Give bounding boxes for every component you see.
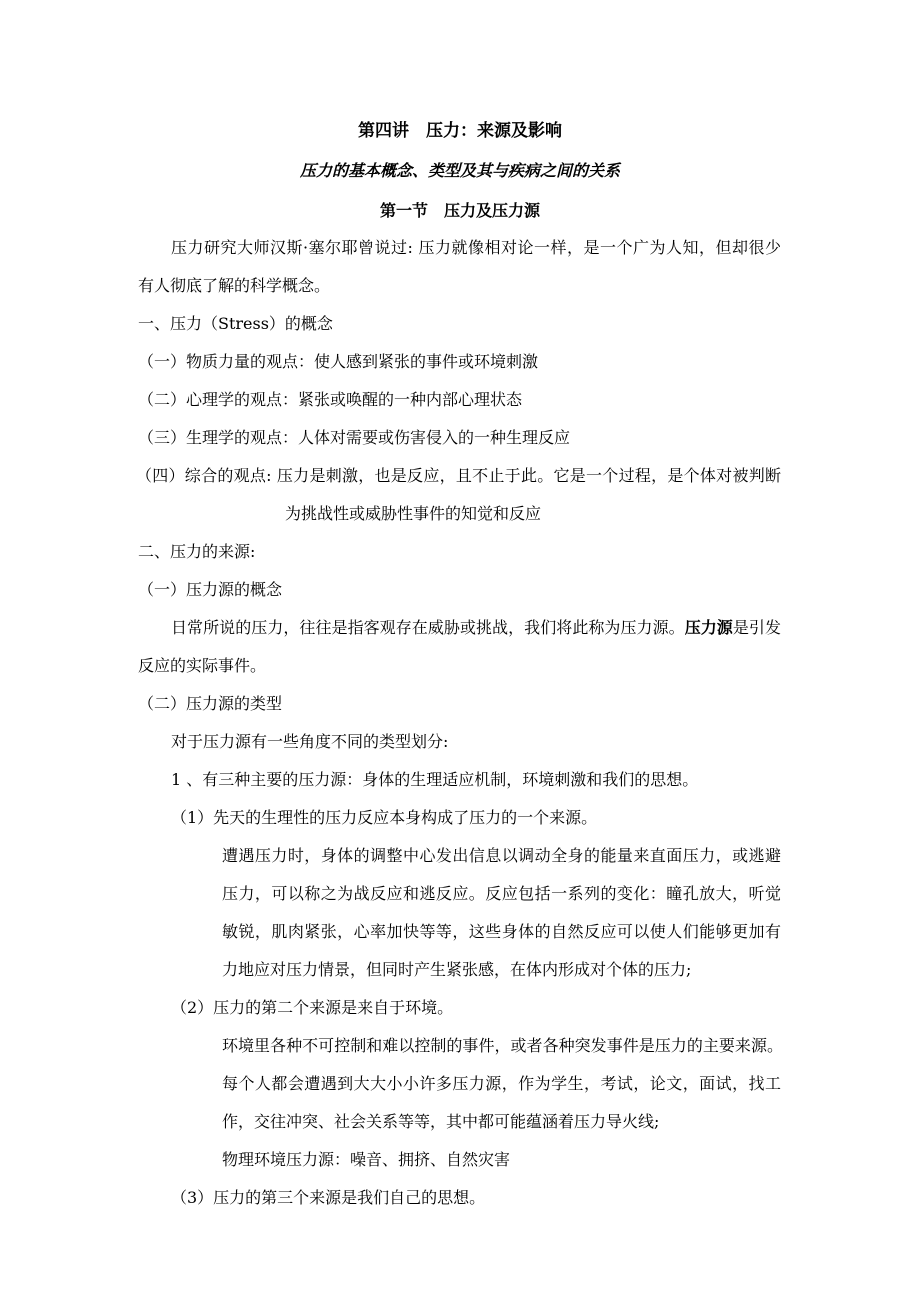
- source-2-body-line: 环境里各种不可控制和难以控制的事件，或者各种突发事件是压力的主要来源。: [222, 1036, 783, 1055]
- definition-text: 日常所说的压力，往往是指客观存在威胁或挑战，我们将此称为压力源。: [171, 618, 685, 637]
- page-title: 第四讲 压力：来源及影响: [358, 121, 562, 141]
- types-intro: 对于压力源有一些角度不同的类型划分:: [171, 732, 449, 751]
- source-1-body-line: 遭遇压力时，身体的调整中心发出信息以调动全身的能量来直面压力，或逃避: [222, 846, 781, 865]
- concept-item-4-continuation: 为挑战性或威胁性事件的知觉和反应: [285, 504, 542, 523]
- intro-paragraph-line-2: 有人彻底了解的科学概念。: [138, 276, 331, 295]
- concept-item-2: （二）心理学的观点：紧张或唤醒的一种内部心理状态: [138, 390, 523, 409]
- source-subheading-types: （二）压力源的类型: [138, 694, 283, 713]
- source-1-body-line: 压力，可以称之为战反应和逃反应。反应包括一系列的变化：瞳孔放大，听觉: [222, 884, 781, 903]
- source-1-heading: （1）先天的生理性的压力反应本身构成了压力的一个来源。: [171, 808, 598, 827]
- source-subheading-concept: （一）压力源的概念: [138, 580, 283, 599]
- intro-paragraph-line-1: 压力研究大师汉斯·塞尔耶曾说过: 压力就像相对论一样，是一个广为人知，但却很少: [171, 238, 781, 257]
- definition-text-end: 是引发: [732, 618, 781, 637]
- concept-item-1: （一）物质力量的观点：使人感到紧张的事件或环境刺激: [138, 352, 539, 371]
- section-title: 第一节 压力及压力源: [379, 201, 540, 220]
- types-point-1: 1 、有三种主要的压力源：身体的生理适应机制，环境刺激和我们的思想。: [171, 770, 699, 789]
- source-2-body-line: 物理环境压力源：噪音、拥挤、自然灾害: [222, 1150, 511, 1169]
- concept-item-4: （四）综合的观点: 压力是刺激，也是反应，且不止于此。它是一个过程，是个体对被判断: [136, 466, 781, 485]
- source-heading: 二、压力的来源:: [138, 542, 256, 561]
- definition-term: 压力源: [684, 618, 733, 637]
- concept-heading: 一、压力（Stress）的概念: [138, 314, 333, 333]
- concept-item-3: （三）生理学的观点：人体对需要或伤害侵入的一种生理反应: [138, 428, 571, 447]
- source-2-heading: （2）压力的第二个来源是来自于环境。: [171, 998, 454, 1017]
- stressor-definition-line-2: 反应的实际事件。: [138, 656, 267, 675]
- source-2-body-line: 作，交往冲突、社会关系等等，其中都可能蕴涵着压力导火线;: [222, 1112, 660, 1131]
- page-subtitle: 压力的基本概念、类型及其与疾病之间的关系: [299, 161, 620, 180]
- source-3-heading: （3）压力的第三个来源是我们自己的思想。: [171, 1188, 486, 1207]
- source-1-body-line: 力地应对压力情景，但同时产生紧张感，在体内形成对个体的压力;: [222, 960, 692, 979]
- source-1-body-line: 敏锐，肌肉紧张，心率加快等等，这些身体的自然反应可以使人们能够更加有: [222, 922, 781, 941]
- stressor-definition-line-1: [171, 618, 781, 638]
- source-2-body-line: 每个人都会遭遇到大大小小许多压力源，作为学生，考试，论文，面试，找工: [222, 1074, 781, 1093]
